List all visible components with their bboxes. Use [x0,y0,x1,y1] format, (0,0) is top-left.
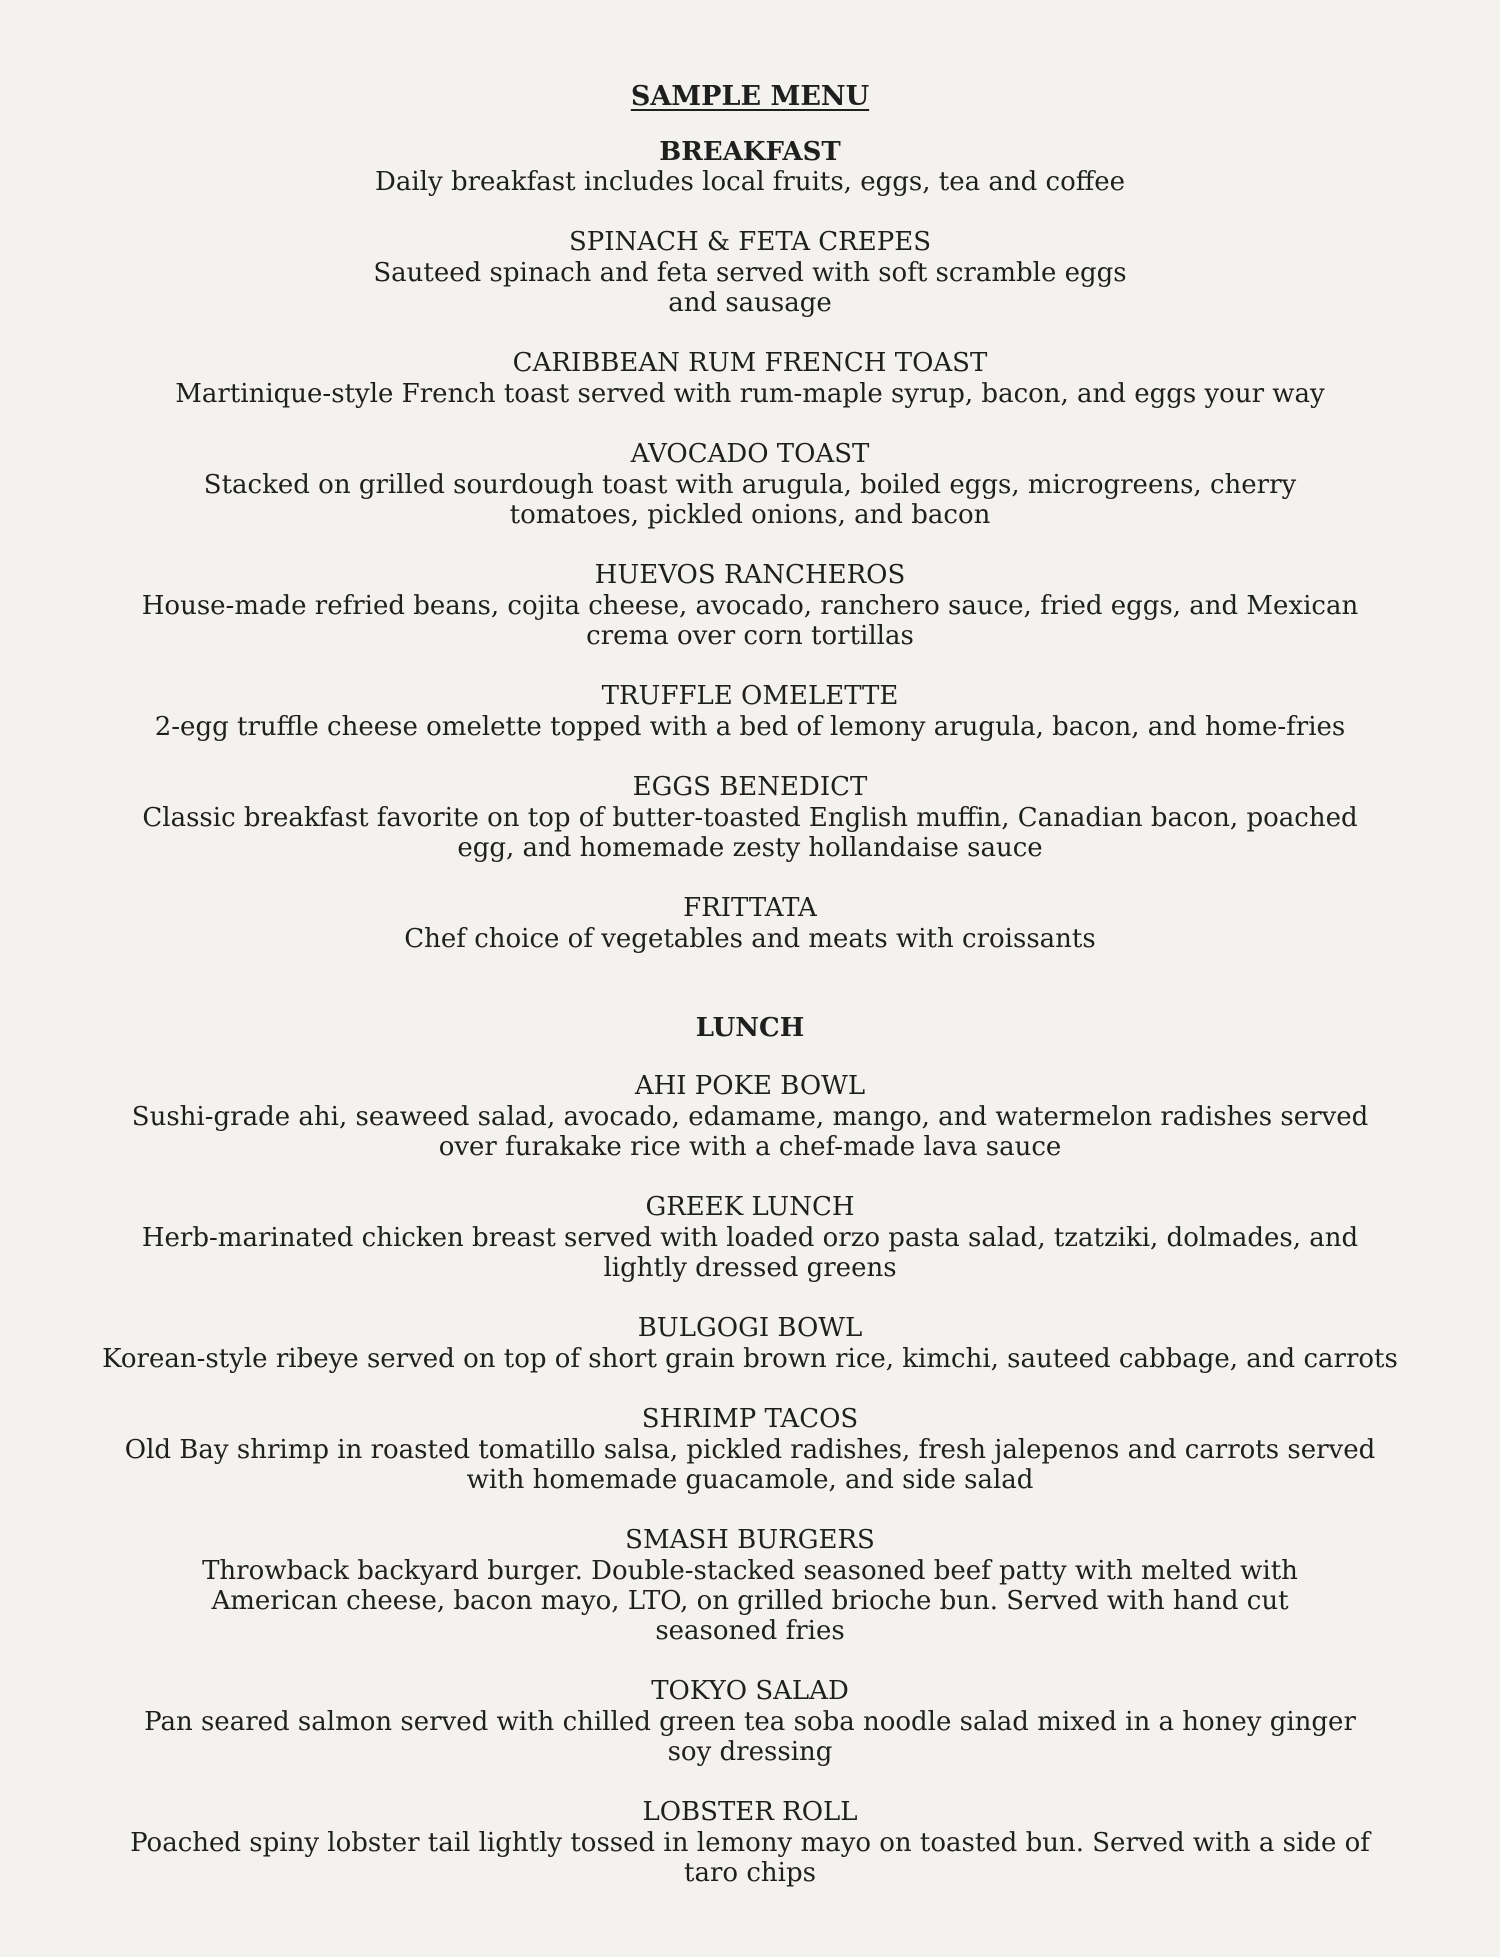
menu-item [0,439,1500,530]
menu-title: SAMPLE MENU [630,81,870,112]
menu-item [0,1192,1500,1283]
menu-item-description: Stacked on grilled sourdough toast with arugula, boiled eggs, microgreens, cherry tomatoes, pickled onions, and bacon [203,470,1297,530]
menu-item-description: Pan seared salmon served with chilled green tea soba noodle salad mixed in a honey ginger soy dressing [144,1707,1356,1767]
menu-item-name: SPINACH & FETA CREPES [568,227,932,257]
menu-item-name: BULGOGI BOWL [637,1313,863,1343]
menu-item [0,348,1500,409]
menu-item-name: CARIBBEAN RUM FRENCH TOAST [512,348,988,378]
menu-item-description: Martinique-style French toast served with rum-maple syrup, bacon, and eggs your way [175,379,1325,409]
lunch-items [0,1071,1500,1888]
menu-item-name: SHRIMP TACOS [641,1404,859,1434]
menu-item [0,772,1500,863]
menu-item-name: TRUFFLE OMELETTE [601,681,899,711]
menu-item [0,1676,1500,1767]
menu-item [0,227,1500,318]
menu-item-description: Sauteed spinach and feta served with soft scramble eggs and sausage [373,258,1127,318]
breakfast-intro: Daily breakfast includes local fruits, eggs, tea and coffee [375,167,1125,197]
menu-item-name: FRITTATA [683,893,817,923]
menu-item-description: Throwback backyard burger. Double-stacked seasoned beef patty with melted with American cheese, bacon mayo, LTO, on grilled brioche bun. Served with hand cut seasoned fries [202,1556,1298,1646]
menu-item [0,893,1500,954]
menu-item-description: Herb-marinated chicken breast served with loaded orzo pasta salad, tzatziki, dolmades, and lightly dressed greens [141,1223,1359,1283]
menu-item-description: Sushi-grade ahi, seaweed salad, avocado, edamame, mango, and watermelon radishes served over furakake rice with a chef-made lava sauce [131,1102,1369,1162]
menu-item-description: Poached spiny lobster tail lightly tossed in lemony mayo on toasted bun. Served with a side of taro chips [130,1828,1370,1888]
menu-item [0,1797,1500,1888]
menu-item [0,1525,1500,1646]
menu-item-name: TOKYO SALAD [651,1676,849,1706]
menu-item-name: EGGS BENEDICT [632,772,868,802]
menu-item-description: Classic breakfast favorite on top of butter-toasted English muffin, Canadian bacon, poached egg, and homemade zesty hollandaise sauce [142,803,1358,863]
menu-item-name: AHI POKE BOWL [634,1071,866,1101]
menu-item-description: 2-egg truffle cheese omelette topped with a bed of lemony arugula, bacon, and home-fries [154,712,1346,742]
breakfast-heading: BREAKFAST [659,137,841,167]
menu-item [0,1071,1500,1162]
menu-item-name: HUEVOS RANCHEROS [594,560,906,590]
menu-item-name: GREEK LUNCH [645,1192,855,1222]
menu-item-name: LOBSTER ROLL [642,1797,858,1827]
breakfast-section [0,137,1500,954]
menu-item-description: Old Bay shrimp in roasted tomatillo salsa, pickled radishes, fresh jalepenos and carrots served with homemade guacamole, and side salad [124,1435,1376,1495]
menu-item-description: Korean-style ribeye served on top of short grain brown rice, kimchi, sauteed cabbage, and carrots [102,1344,1398,1374]
menu-item [0,1313,1500,1374]
menu-item [0,681,1500,742]
lunch-heading: LUNCH [695,1013,805,1043]
lunch-section [0,1013,1500,1888]
menu-item-description: House-made refried beans, cojita cheese, avocado, ranchero sauce, fried eggs, and Mexican crema over corn tortillas [141,591,1359,651]
menu-item [0,1404,1500,1495]
menu-item-description: Chef choice of vegetables and meats with croissants [404,924,1096,954]
menu-item-name: SMASH BURGERS [625,1525,875,1555]
menu-item-name: AVOCADO TOAST [630,439,870,469]
breakfast-items [0,227,1500,954]
menu-item [0,560,1500,651]
